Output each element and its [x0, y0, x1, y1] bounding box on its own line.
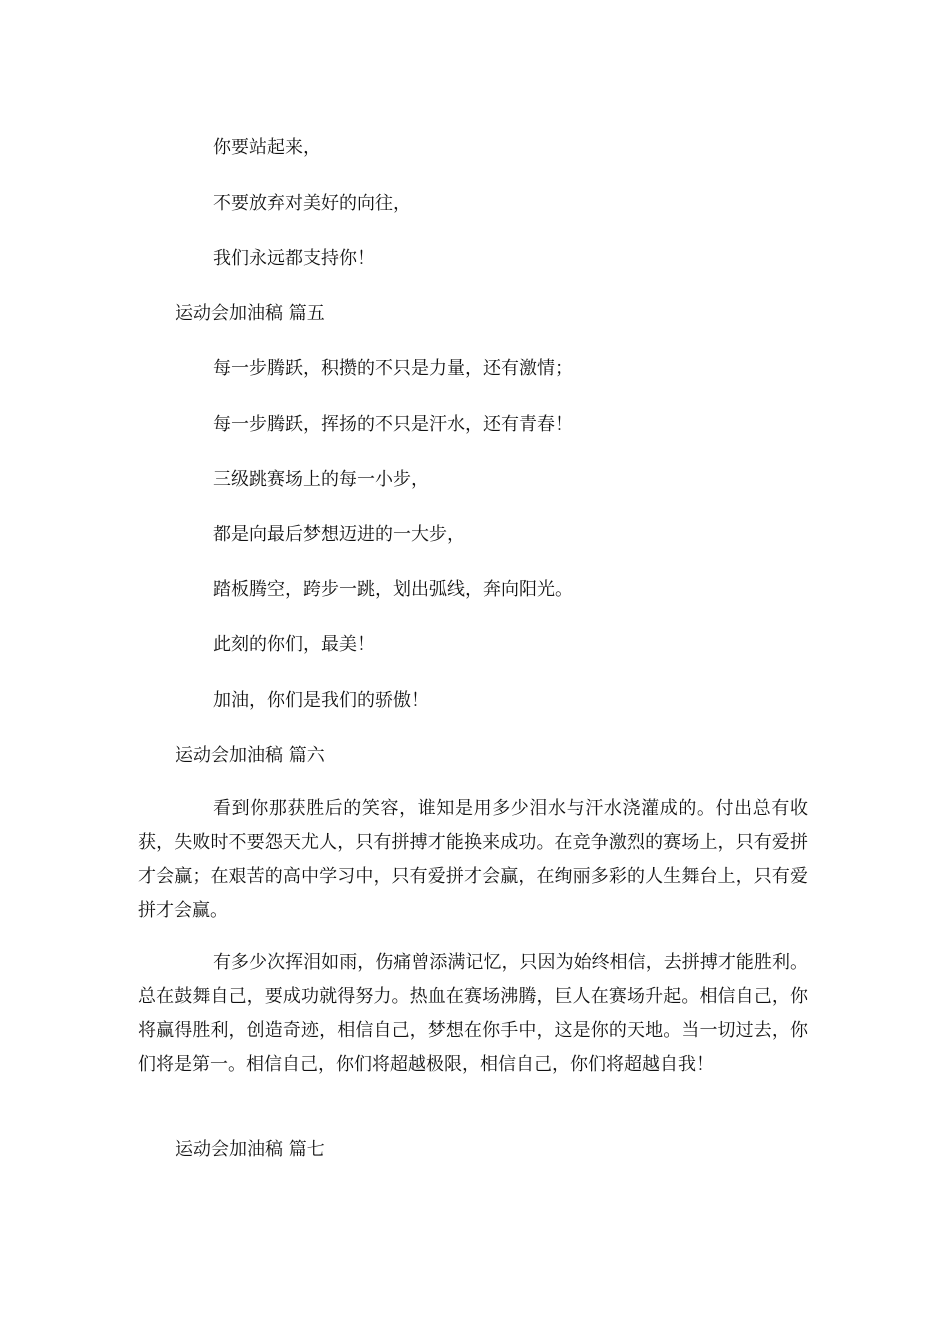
poem-line: 踏板腾空，跨步一跳，划出弧线，奔向阳光。 — [213, 579, 573, 600]
poem-line: 你要站起来， — [213, 137, 321, 158]
section-title-5: 运动会加油稿 篇五 — [175, 303, 325, 324]
section-title-7: 运动会加油稿 篇七 — [175, 1139, 325, 1160]
poem-line: 此刻的你们，最美！ — [213, 634, 375, 655]
poem-line: 每一步腾跃，挥扬的不只是汗水，还有青春！ — [213, 414, 573, 435]
section-title-6: 运动会加油稿 篇六 — [175, 745, 325, 766]
paragraph: 看到你那获胜后的笑容，谁知是用多少泪水与汗水浇灌成的。付出总有收获，失败时不要怨天尤人，只有拼搏才能换来成功。在竞争激烈的赛场上，只有爱拼才会赢；在艰苦的高中学习中，只有爱拼才会赢，在绚丽多彩的人生舞台上，只有爱拼才会赢。 — [138, 798, 808, 921]
poem-line: 每一步腾跃，积攒的不只是力量，还有激情； — [213, 358, 573, 379]
paragraph: 有多少次挥泪如雨，伤痛曾添满记忆，只因为始终相信，去拼搏才能胜利。总在鼓舞自己，要成功就得努力。热血在赛场沸腾，巨人在赛场升起。相信自己，你将赢得胜利，创造奇迹，相信自己，梦想在你手中，这是你的天地。当一切过去，你们将是第一。相信自己，你们将超越极限，相信自己，你们将超越自我！ — [138, 952, 808, 1075]
poem-line: 都是向最后梦想迈进的一大步， — [213, 524, 465, 545]
poem-line: 加油，你们是我们的骄傲！ — [213, 690, 429, 711]
poem-line: 三级跳赛场上的每一小步， — [213, 469, 429, 490]
poem-line: 我们永远都支持你！ — [213, 248, 375, 269]
poem-line: 不要放弃对美好的向往， — [213, 193, 411, 214]
